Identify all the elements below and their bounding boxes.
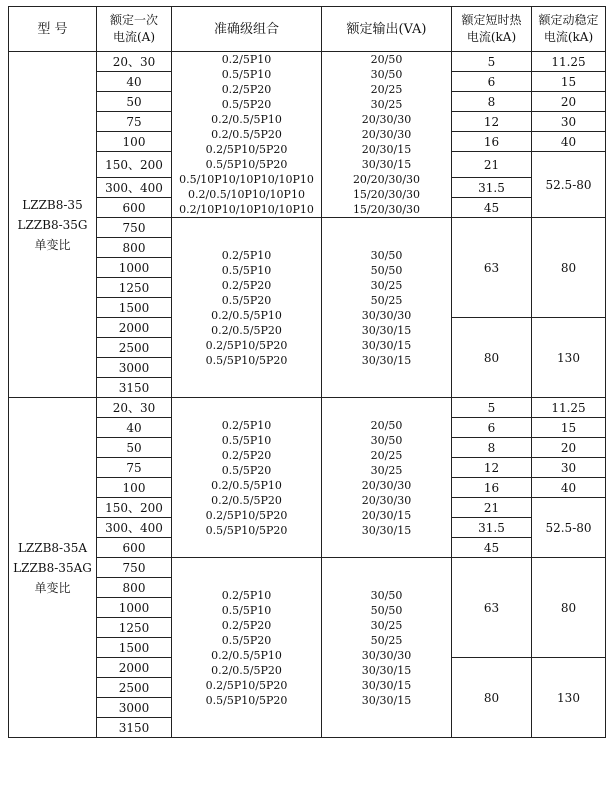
header-thermal-line1: 额定短时热	[461, 13, 522, 27]
output-cell-line: 30/50	[370, 68, 403, 81]
dynamic-current-cell: 30	[532, 112, 606, 132]
thermal-current-cell: 6	[452, 418, 532, 438]
dynamic-current-cell: 52.5-80	[532, 498, 606, 558]
thermal-current-cell: 31.5	[452, 178, 532, 198]
output-cell-line: 20/30/15	[361, 508, 412, 522]
rated-current-cell: 3000	[97, 358, 172, 378]
output-cell-line: 20/25	[370, 448, 403, 462]
dynamic-current-cell: 30	[532, 458, 606, 478]
thermal-current-cell: 63	[452, 218, 532, 318]
rated-current-cell: 1500	[97, 638, 172, 658]
header-dynamic-line2: 电流(kA)	[543, 30, 594, 44]
output-cell-line: 20/50	[370, 53, 403, 66]
model-line: LZZB8-35A	[17, 540, 88, 555]
output-cell-line: 20/25	[370, 83, 403, 96]
thermal-current-cell: 31.5	[452, 518, 532, 538]
rated-current-cell: 750	[97, 218, 172, 238]
header-thermal	[452, 7, 532, 52]
model-line: LZZB8-35AG	[13, 560, 92, 575]
rated-current-cell: 600	[97, 538, 172, 558]
accuracy-cell	[172, 52, 322, 218]
dynamic-current-cell: 15	[532, 72, 606, 92]
dynamic-current-cell: 130	[532, 658, 606, 738]
output-cell-line: 30/25	[370, 278, 403, 292]
rated-current-cell: 150、200	[97, 498, 172, 518]
dynamic-current-cell: 20	[532, 92, 606, 112]
header-row	[9, 7, 606, 52]
accuracy-cell-line: 0.5/5P20	[221, 633, 272, 647]
rated-current-cell: 750	[97, 558, 172, 578]
thermal-current-cell: 45	[452, 538, 532, 558]
dynamic-current-cell: 11.25	[532, 52, 606, 72]
rated-current-cell: 100	[97, 478, 172, 498]
accuracy-cell-line: 0.2/5P20	[221, 448, 272, 462]
accuracy-cell-line: 0.5/5P10/5P20	[205, 158, 288, 171]
accuracy-cell-line: 0.5/10P10/10P10/10P10	[179, 173, 314, 186]
output-cell-line: 15/20/30/30	[352, 188, 421, 201]
accuracy-cell-line: 0.2/0.5/5P10	[211, 113, 282, 126]
accuracy-cell-line: 0.2/5P10/5P20	[205, 508, 288, 522]
model-line: 单变比	[34, 580, 71, 595]
output-cell	[322, 218, 452, 398]
accuracy-cell-line: 0.2/0.5/5P20	[211, 663, 282, 677]
rated-current-cell: 2000	[97, 318, 172, 338]
table-row	[9, 398, 606, 418]
dynamic-current-cell: 40	[532, 478, 606, 498]
output-cell-line: 30/30/30	[361, 308, 412, 322]
rated-current-cell: 2000	[97, 658, 172, 678]
header-output: 额定输出(VA)	[322, 7, 452, 52]
accuracy-cell-line: 0.5/5P10/5P20	[205, 693, 288, 707]
model-line: LZZB8-35	[22, 197, 83, 212]
output-cell-line: 30/30/15	[361, 158, 412, 171]
header-thermal-line2: 电流(kA)	[466, 30, 517, 44]
dynamic-current-cell: 40	[532, 132, 606, 152]
rated-current-cell: 40	[97, 72, 172, 92]
rated-current-cell: 2500	[97, 678, 172, 698]
rated-current-cell: 3000	[97, 698, 172, 718]
accuracy-cell-line: 0.2/10P10/10P10/10P10	[179, 203, 314, 216]
accuracy-cell-line: 0.2/0.5/5P20	[211, 493, 282, 507]
output-cell-line: 50/25	[370, 293, 403, 307]
table-row	[9, 52, 606, 72]
accuracy-cell-line: 0.2/0.5/5P10	[211, 648, 282, 662]
accuracy-cell-line: 0.2/5P10	[221, 53, 272, 66]
accuracy-cell	[172, 218, 322, 398]
rated-current-cell: 800	[97, 578, 172, 598]
model-cell	[9, 398, 97, 738]
dynamic-current-cell: 80	[532, 218, 606, 318]
accuracy-cell-line: 0.5/5P10	[221, 603, 272, 617]
accuracy-cell-line: 0.2/0.5/5P10	[211, 308, 282, 322]
output-cell-line: 30/25	[370, 463, 403, 477]
rated-current-cell: 50	[97, 92, 172, 112]
rated-current-cell: 3150	[97, 718, 172, 738]
table-row	[9, 558, 606, 578]
output-cell	[322, 52, 452, 218]
accuracy-cell-line: 0.2/5P20	[221, 278, 272, 292]
output-cell-line: 50/50	[370, 263, 403, 277]
rated-current-cell: 100	[97, 132, 172, 152]
header-accuracy: 准确级组合	[172, 7, 322, 52]
thermal-current-cell: 45	[452, 198, 532, 218]
output-cell-line: 30/30/15	[361, 678, 412, 692]
accuracy-cell-line: 0.5/5P20	[221, 98, 272, 111]
rated-current-cell: 3150	[97, 378, 172, 398]
accuracy-cell-line: 0.2/0.5/5P20	[211, 323, 282, 337]
header-dynamic-line1: 额定动稳定	[538, 13, 599, 27]
header-current-line2: 电流(A)	[112, 30, 156, 44]
accuracy-cell-line: 0.2/0.5/5P10	[211, 478, 282, 492]
accuracy-cell-line: 0.2/5P10/5P20	[205, 143, 288, 156]
accuracy-cell-line: 0.2/0.5/5P20	[211, 128, 282, 141]
rated-current-cell: 1000	[97, 598, 172, 618]
rated-current-cell: 1500	[97, 298, 172, 318]
header-model: 型 号	[9, 7, 97, 52]
accuracy-cell-line: 0.2/5P10/5P20	[205, 338, 288, 352]
header-current	[97, 7, 172, 52]
output-cell-line: 30/30/15	[361, 323, 412, 337]
rated-current-cell: 600	[97, 198, 172, 218]
accuracy-cell-line: 0.5/5P10	[221, 68, 272, 81]
output-cell-line: 30/30/15	[361, 663, 412, 677]
dynamic-current-cell: 130	[532, 318, 606, 398]
output-cell-line: 20/30/30	[361, 478, 412, 492]
accuracy-cell	[172, 398, 322, 558]
header-dynamic	[532, 7, 606, 52]
accuracy-cell-line: 0.2/5P10	[221, 418, 272, 432]
accuracy-cell-line: 0.2/5P10	[221, 588, 272, 602]
output-cell-line: 30/30/15	[361, 523, 412, 537]
rated-current-cell: 150、200	[97, 152, 172, 178]
dynamic-current-cell: 15	[532, 418, 606, 438]
rated-current-cell: 300、400	[97, 518, 172, 538]
accuracy-cell-line: 0.5/5P20	[221, 293, 272, 307]
accuracy-cell-line: 0.2/0.5/10P10/10P10	[188, 188, 305, 201]
dynamic-current-cell: 52.5-80	[532, 152, 606, 218]
thermal-current-cell: 80	[452, 318, 532, 398]
thermal-current-cell: 12	[452, 112, 532, 132]
thermal-current-cell: 12	[452, 458, 532, 478]
output-cell-line: 20/50	[370, 418, 403, 432]
output-cell-line: 30/50	[370, 588, 403, 602]
rated-current-cell: 20、30	[97, 52, 172, 72]
accuracy-cell-line: 0.5/5P10	[221, 263, 272, 277]
output-cell-line: 20/30/30	[361, 113, 412, 126]
output-cell-line: 15/20/30/30	[352, 203, 421, 216]
thermal-current-cell: 21	[452, 498, 532, 518]
output-cell-line: 30/25	[370, 98, 403, 111]
output-cell-line: 30/50	[370, 248, 403, 262]
thermal-current-cell: 6	[452, 72, 532, 92]
spec-table	[8, 6, 606, 738]
output-cell-line: 20/30/30	[361, 493, 412, 507]
output-cell-line: 20/30/30	[361, 128, 412, 141]
table-row	[9, 218, 606, 238]
output-cell-line: 30/30/15	[361, 338, 412, 352]
output-cell-line: 20/30/15	[361, 143, 412, 156]
thermal-current-cell: 16	[452, 478, 532, 498]
thermal-current-cell: 5	[452, 52, 532, 72]
rated-current-cell: 20、30	[97, 398, 172, 418]
output-cell-line: 30/25	[370, 618, 403, 632]
output-cell-line: 30/30/30	[361, 648, 412, 662]
output-cell-line: 30/30/15	[361, 693, 412, 707]
output-cell	[322, 398, 452, 558]
output-cell-line: 20/20/30/30	[352, 173, 421, 186]
thermal-current-cell: 16	[452, 132, 532, 152]
thermal-current-cell: 8	[452, 92, 532, 112]
output-cell-line: 50/50	[370, 603, 403, 617]
accuracy-cell	[172, 558, 322, 738]
thermal-current-cell: 63	[452, 558, 532, 658]
rated-current-cell: 300、400	[97, 178, 172, 198]
dynamic-current-cell: 80	[532, 558, 606, 658]
model-cell	[9, 52, 97, 398]
thermal-current-cell: 5	[452, 398, 532, 418]
accuracy-cell-line: 0.5/5P10	[221, 433, 272, 447]
table-body	[9, 52, 606, 738]
model-line: 单变比	[34, 237, 71, 252]
accuracy-cell-line: 0.5/5P20	[221, 463, 272, 477]
dynamic-current-cell: 11.25	[532, 398, 606, 418]
accuracy-cell-line: 0.5/5P10/5P20	[205, 523, 288, 537]
rated-current-cell: 1000	[97, 258, 172, 278]
thermal-current-cell: 8	[452, 438, 532, 458]
output-cell-line: 50/25	[370, 633, 403, 647]
thermal-current-cell: 80	[452, 658, 532, 738]
dynamic-current-cell: 20	[532, 438, 606, 458]
output-cell	[322, 558, 452, 738]
accuracy-cell-line: 0.2/5P10/5P20	[205, 678, 288, 692]
rated-current-cell: 2500	[97, 338, 172, 358]
accuracy-cell-line: 0.2/5P10	[221, 248, 272, 262]
header-current-line1: 额定一次	[109, 13, 158, 27]
output-cell-line: 30/50	[370, 433, 403, 447]
rated-current-cell: 1250	[97, 278, 172, 298]
accuracy-cell-line: 0.2/5P20	[221, 618, 272, 632]
rated-current-cell: 75	[97, 458, 172, 478]
model-line: LZZB8-35G	[17, 217, 88, 232]
rated-current-cell: 1250	[97, 618, 172, 638]
rated-current-cell: 40	[97, 418, 172, 438]
accuracy-cell-line: 0.2/5P20	[221, 83, 272, 96]
accuracy-cell-line: 0.5/5P10/5P20	[205, 353, 288, 367]
rated-current-cell: 50	[97, 438, 172, 458]
thermal-current-cell: 21	[452, 152, 532, 178]
rated-current-cell: 800	[97, 238, 172, 258]
rated-current-cell: 75	[97, 112, 172, 132]
output-cell-line: 30/30/15	[361, 353, 412, 367]
